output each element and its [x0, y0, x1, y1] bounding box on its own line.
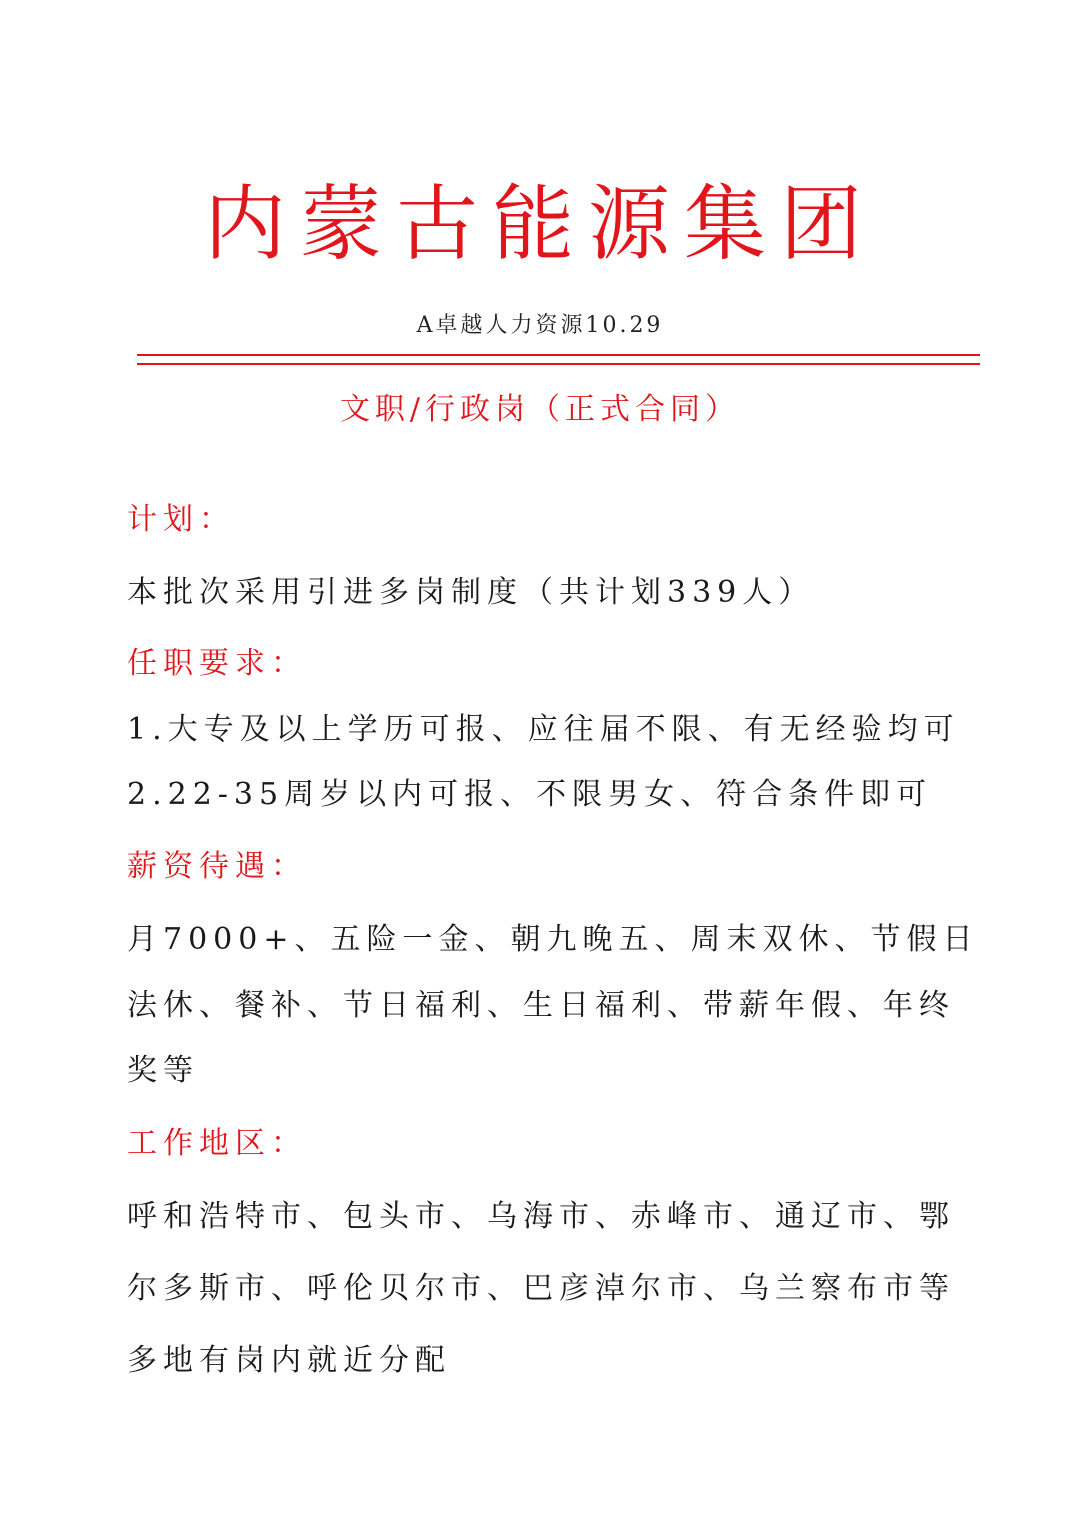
document-title: 内蒙古能源集团 — [203, 177, 876, 272]
requirements-heading: 任职要求： — [127, 646, 307, 681]
location-heading: 工作地区： — [127, 1126, 307, 1161]
plan-line-1: 本批次采用引进多岗制度（共计划339人） — [127, 575, 815, 610]
header-rule-top — [137, 354, 980, 356]
position-title: 文职/行政岗（正式合同） — [339, 392, 741, 427]
location-line-1: 呼和浩特市、包头市、乌海市、赤峰市、通辽市、鄂 — [127, 1199, 955, 1234]
location-line-2: 尔多斯市、呼伦贝尔市、巴彦淖尔市、乌兰察布市等 — [127, 1271, 955, 1306]
salary-line-1: 月7000+、五险一金、朝九晚五、周末双休、节假日 — [127, 922, 979, 957]
location-line-3: 多地有岗内就近分配 — [127, 1343, 451, 1378]
issuer-line: A卓越人力资源10.29 — [416, 313, 664, 338]
requirements-line-1: 1.大专及以上学历可报、应往届不限、有无经验均可 — [127, 712, 960, 747]
header-rule-bottom — [137, 363, 980, 365]
salary-line-3: 奖等 — [127, 1053, 199, 1088]
plan-heading: 计划： — [127, 502, 235, 537]
salary-line-2: 法休、餐补、节日福利、生日福利、带薪年假、年终 — [127, 988, 955, 1023]
salary-heading: 薪资待遇： — [127, 849, 307, 884]
requirements-line-2: 2.22-35周岁以内可报、不限男女、符合条件即可 — [127, 777, 933, 812]
